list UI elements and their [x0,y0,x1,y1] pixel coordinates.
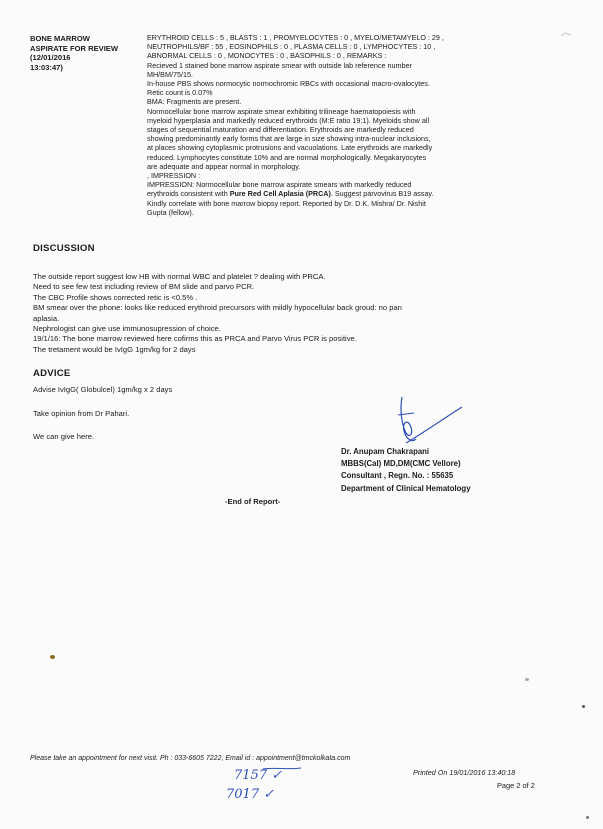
discussion-line: The outside report suggest low HB with normal WBC and platelet ? dealing with PRCA. [33,272,326,281]
section-label-line: BONE MARROW [30,34,90,43]
advice-line: We can give here. [33,432,95,441]
prca-post: . Suggest parvovirus B19 assay. [330,189,434,199]
prca-pre: erythroids consistent with [147,189,230,199]
scan-speck [525,678,529,681]
findings-line: myeloid hyperplasia and markedly reduced erythroids (M:E ratio 19:1). Myeloids show all [147,115,430,125]
doctor-name: Dr. Anupam Chakrapani [341,447,430,456]
discussion-body [33,272,573,355]
findings-line: reduced. Lymphocytes constitute 10% and are normal morphologically. Megakaryocytes [147,152,427,162]
findings-line: MH/BM/75/15. [147,69,193,79]
pencil-tick-mark-icon [560,30,572,40]
check-mark-icon: ✓ [271,768,283,783]
doctor-qualification: MBBS(Cal) MD,DM(CMC Vellore) [341,459,461,469]
prca-diagnosis: Pure Red Cell Aplasia (PRCA) [229,189,331,199]
footer-note: Please take an appointment for next visit. Ph : 033-6605 7222, Email id : appointment@tmckolkata.com [30,755,351,762]
findings-line: are adequate and appear normal in morphology. [147,161,301,171]
advice-body [33,385,172,456]
doctor-registration: Consultant , Regn. No. : 55635 [341,471,454,481]
findings-line: showing predominantly early forms that are large in size showing intra-nuclear inclusions, [147,134,431,144]
advice-heading: ADVICE [33,368,71,379]
findings-line: Kindly correlate with bone marrow biopsy report. Reported by Dr. D.K. Mishra/ Dr. Nishit [147,198,426,208]
findings-line: at places showing cytoplasmic protrusions and vacuolations. Late erythroids are markedly [147,143,433,153]
section-label [30,34,118,72]
handwritten-number: 7017 [226,787,260,802]
handwritten-number: 7157 [234,768,268,783]
discussion-line: Need to see few test including review of BM slide and parvo PCR. [33,282,255,292]
check-mark-icon: ✓ [263,787,275,802]
end-of-report: -End of Report- [225,497,281,506]
discussion-heading: DISCUSSION [33,243,95,254]
findings-line-prca [147,189,592,198]
findings-line: In-house PBS shows normocytic normochromic RBCs with occasional macro-ovalocytes. [147,79,430,89]
bone-marrow-findings [147,33,592,217]
findings-line: NEUTROPHILS/BF : 55 , EOSINOPHILS : 0 , PLASMA CELLS : 0 , LYMPHOCYTES : 10 , [147,42,436,52]
findings-line: Retic count is 0.07% [147,88,213,98]
findings-line: Gupta (fellow). [147,207,194,217]
advice-line: Advise IvIgG( Globulcel) 1gm/kg x 2 days [33,385,173,394]
discussion-line: The CBC Profile shows corrected retic is <0.5% . [33,292,198,302]
printed-on: Printed On 19/01/2016 13:40:18 [413,768,516,777]
section-label-line: 13:03:47) [30,62,63,72]
findings-line: IMPRESSION: Normocellular bone marrow aspirate smears with markedly reduced [147,180,412,190]
discussion-line: The tretament would be IvIgG 1gm/kg for 2 days [33,344,196,354]
findings-line: Recieved 1 stained bone marrow aspirate smear with outside lab reference number [147,60,412,70]
handwritten-note [234,768,282,783]
scan-speck [582,705,585,708]
findings-line: BMA: Fragments are present. [147,97,242,107]
section-label-line: (12/01/2016 [30,53,71,63]
discussion-line: BM smear over the phone: looks like reduced erythroid precursors with mildly hypocellular back groud: no pan [33,303,402,313]
discussion-line: 19/1/16: The bone marrow reviewed here cofirms this as PRCA and Parvo Virus PCR is positive. [33,334,357,344]
page-number: Page 2 of 2 [497,781,535,790]
scan-speck [586,816,589,819]
findings-line: Normocellular bone marrow aspirate smear exhibiting trilineage haematopoiesis with [147,106,416,116]
findings-line: ABNORMAL CELLS : 0 , MONOCYTES : 0 , BASOPHILS : 0 , REMARKS : [147,51,387,61]
findings-line: , IMPRESSION : [147,171,201,181]
discussion-line: aplasia. [33,313,60,323]
doctor-details [341,446,471,495]
section-label-line: ASPIRATE FOR REVIEW [30,43,119,53]
discussion-line: Nephrologist can give use immunosupression of choice. [33,324,221,334]
doctor-department: Department of Clinical Hematology [341,483,471,493]
handwritten-note [226,787,274,802]
advice-line: Take opinion from Dr Pahari. [33,408,130,418]
findings-line: stages of sequential maturation and differentiation. Erythroids are markedly reduced [147,125,414,135]
scan-speck [50,655,55,659]
findings-line: ERYTHROID CELLS : 5 , BLASTS : 1 , PROMYELOCYTES : 0 , MYELO/METAMYELO : 29 , [147,33,444,42]
